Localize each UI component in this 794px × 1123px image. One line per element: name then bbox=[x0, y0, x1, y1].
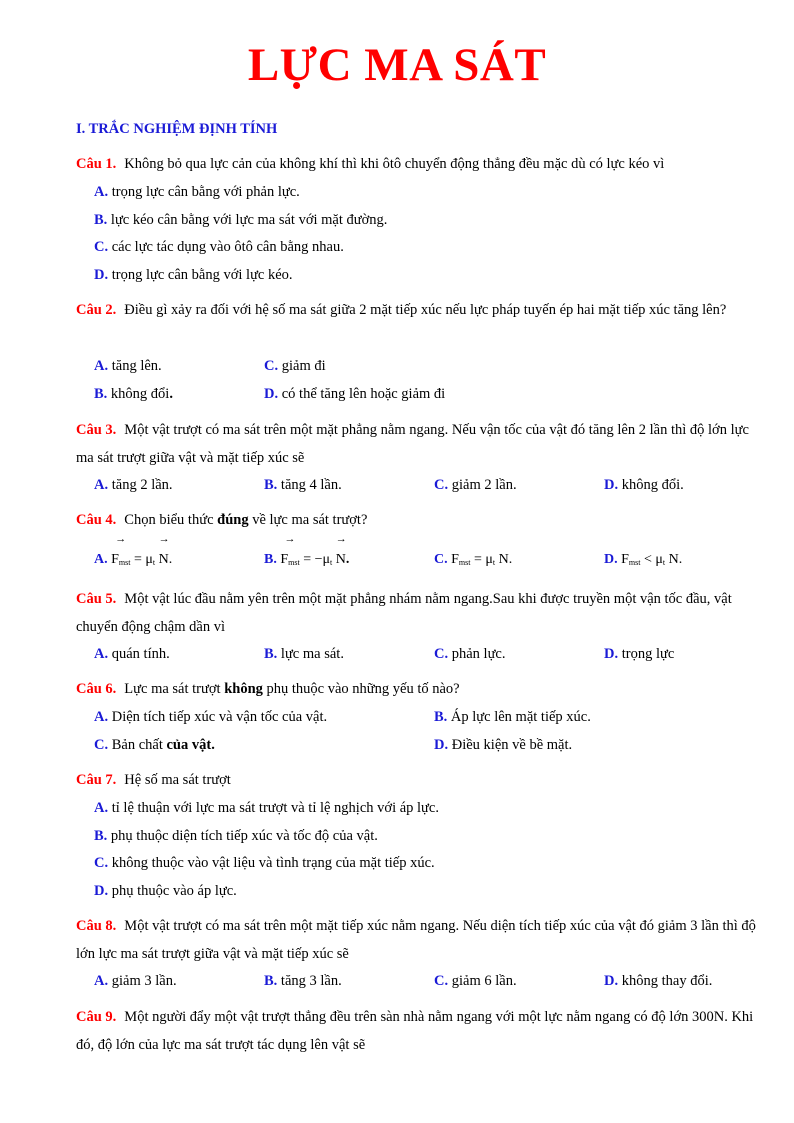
formula-n: N bbox=[498, 552, 509, 567]
question-emphasis: không bbox=[224, 681, 263, 697]
question-label: Câu 4. bbox=[76, 512, 117, 528]
formula-subscript: t bbox=[152, 558, 156, 567]
question-emphasis: đúng bbox=[217, 512, 249, 528]
option-letter: B. bbox=[94, 211, 108, 228]
question-8 bbox=[76, 913, 756, 968]
option-text: phụ thuộc diện tích tiếp xúc và tốc độ của vật. bbox=[110, 827, 378, 844]
option-row bbox=[94, 704, 756, 732]
question-7-options bbox=[94, 795, 756, 905]
question-8-options bbox=[94, 968, 756, 996]
option-letter: B. bbox=[434, 709, 448, 725]
option-c-formula bbox=[434, 546, 512, 577]
vector-f bbox=[280, 546, 299, 577]
formula-mu: μ bbox=[655, 552, 663, 567]
option-c bbox=[434, 641, 506, 669]
option-letter: B. bbox=[264, 646, 278, 662]
formula-operator: < bbox=[640, 552, 656, 567]
option-text: tăng 3 lần. bbox=[280, 973, 342, 989]
option-d bbox=[604, 641, 674, 669]
option-a bbox=[94, 179, 756, 207]
option-row bbox=[94, 968, 756, 996]
option-d bbox=[94, 878, 756, 906]
formula-operator: = bbox=[470, 552, 486, 567]
option-text: không đổi bbox=[110, 385, 170, 402]
option-row bbox=[94, 472, 756, 500]
option-b bbox=[94, 207, 756, 235]
option-text: lực ma sát. bbox=[280, 646, 344, 662]
option-text: Áp lực lên mặt tiếp xúc. bbox=[450, 709, 591, 725]
formula-end: . bbox=[168, 552, 173, 567]
question-text: Một vật trượt có ma sát trên một mặt tiếp xúc nằm ngang. Nếu diện tích tiếp xúc của vật đó giảm 3 lần thì độ lớn lực ma sát trượt giữa vật và mặt tiếp xúc sẽ bbox=[76, 918, 756, 962]
option-letter: A. bbox=[94, 973, 109, 989]
option-text: có thể tăng lên hoặc giảm đi bbox=[281, 385, 446, 402]
question-label: Câu 3. bbox=[76, 422, 117, 438]
option-text: giảm 6 lần. bbox=[451, 973, 517, 989]
option-row bbox=[94, 353, 756, 381]
option-letter: D. bbox=[94, 882, 109, 899]
formula-operator: = bbox=[130, 552, 146, 567]
formula-f: F bbox=[451, 552, 459, 567]
question-label: Câu 8. bbox=[76, 918, 117, 934]
option-c bbox=[434, 968, 517, 996]
option-letter: D. bbox=[604, 552, 618, 567]
question-5 bbox=[76, 586, 756, 641]
question-3-options bbox=[94, 472, 756, 500]
option-a bbox=[94, 353, 162, 381]
question-4-options bbox=[94, 546, 756, 574]
option-row bbox=[94, 546, 756, 574]
option-row bbox=[94, 381, 756, 409]
formula-subscript: mst bbox=[458, 558, 471, 567]
formula-end: . bbox=[678, 552, 683, 567]
option-a bbox=[94, 795, 756, 823]
option-text: phản lực. bbox=[451, 646, 506, 662]
option-text: Diện tích tiếp xúc và vận tốc của vật. bbox=[111, 709, 328, 725]
question-6 bbox=[76, 676, 756, 704]
option-text: tỉ lệ thuận với lực ma sát trượt và tỉ lệ nghịch với áp lực. bbox=[111, 800, 439, 816]
question-2-options bbox=[94, 353, 756, 408]
option-d bbox=[604, 968, 712, 996]
formula-subscript: t bbox=[662, 558, 666, 567]
option-letter: D. bbox=[264, 385, 279, 402]
question-3 bbox=[76, 417, 756, 472]
option-b bbox=[94, 823, 756, 851]
question-1 bbox=[76, 151, 756, 179]
option-letter: A. bbox=[94, 184, 109, 200]
formula-subscript: mst bbox=[288, 558, 300, 567]
option-letter: D. bbox=[434, 736, 449, 753]
option-letter: B. bbox=[94, 385, 108, 402]
question-text: Một vật trượt có ma sát trên một mặt phẳng nằm ngang. Nếu vận tốc của vật đó tăng lên 2 lần thì độ lớn lực ma sát trượt giữa vật và mặt tiếp xúc sẽ bbox=[76, 422, 749, 466]
option-d-formula bbox=[604, 546, 682, 577]
option-letter: C. bbox=[94, 736, 109, 753]
formula-subscript: t bbox=[492, 558, 496, 567]
formula-subscript: mst bbox=[118, 558, 131, 567]
question-text: Chọn biểu thức bbox=[124, 512, 218, 528]
option-letter: C. bbox=[434, 477, 449, 493]
question-4 bbox=[76, 507, 756, 535]
option-letter: B. bbox=[264, 973, 278, 989]
option-letter: D. bbox=[604, 973, 619, 989]
option-text: tăng 4 lần. bbox=[280, 477, 342, 493]
formula-mu: μ bbox=[322, 552, 331, 567]
option-text: trọng lực cân bằng với phản lực. bbox=[111, 184, 300, 200]
option-a bbox=[94, 641, 170, 669]
option-text: giảm 3 lần. bbox=[111, 973, 177, 989]
option-letter: C. bbox=[94, 855, 109, 871]
option-c bbox=[94, 234, 756, 262]
option-letter: A. bbox=[94, 552, 108, 567]
option-b bbox=[264, 641, 344, 669]
option-suffix: . bbox=[169, 385, 173, 402]
option-d bbox=[434, 732, 572, 760]
question-text: Hệ số ma sát trượt bbox=[124, 772, 231, 788]
formula-end: . bbox=[508, 552, 513, 567]
option-text: tăng lên. bbox=[111, 358, 162, 374]
option-letter: A. bbox=[94, 477, 109, 493]
option-text: quán tính. bbox=[111, 646, 170, 662]
formula-f: F bbox=[280, 552, 289, 567]
section-heading: I. TRẮC NGHIỆM ĐỊNH TÍNH bbox=[76, 121, 278, 137]
formula-n: N bbox=[668, 552, 679, 567]
formula-n: N bbox=[335, 552, 346, 567]
option-text: không thuộc vào vật liệu và tình trạng của mặt tiếp xúc. bbox=[111, 855, 435, 871]
option-text: lực kéo cân bằng với lực ma sát với mặt đường. bbox=[110, 211, 388, 228]
option-b bbox=[434, 704, 591, 732]
option-letter: A. bbox=[94, 709, 109, 725]
question-text: Điều gì xảy ra đối với hệ số ma sát giữa 2 mặt tiếp xúc nếu lực pháp tuyến ép hai mặt tiếp xúc tăng lên? bbox=[124, 302, 727, 318]
option-text: không thay đổi. bbox=[621, 973, 713, 989]
option-letter: A. bbox=[94, 800, 109, 816]
option-d bbox=[264, 381, 445, 409]
option-text: giảm đi bbox=[281, 358, 326, 374]
question-label: Câu 7. bbox=[76, 772, 117, 788]
option-a bbox=[94, 472, 173, 500]
option-letter: D. bbox=[604, 646, 619, 662]
option-b bbox=[264, 472, 342, 500]
option-row bbox=[94, 641, 756, 669]
question-9 bbox=[76, 1004, 756, 1059]
option-b bbox=[264, 968, 342, 996]
option-letter: C. bbox=[434, 552, 448, 567]
formula-operator: = − bbox=[299, 552, 323, 567]
question-7 bbox=[76, 767, 756, 795]
option-text: giảm 2 lần. bbox=[451, 477, 517, 493]
option-b-formula bbox=[264, 546, 349, 577]
question-text: Lực ma sát trượt bbox=[124, 681, 225, 697]
question-6-options bbox=[94, 704, 756, 759]
option-b bbox=[94, 381, 173, 409]
question-text: Một người đẩy một vật trượt thẳng đều trên sàn nhà nằm ngang với một lực nằm ngang có độ lớn 300N. Khi đó, độ lớn của lực ma sát trượt tác dụng lên vật sẽ bbox=[76, 1009, 754, 1053]
option-c bbox=[264, 353, 326, 381]
question-2 bbox=[76, 297, 756, 325]
option-letter: D. bbox=[604, 477, 619, 493]
option-text: Điều kiện về bề mặt. bbox=[451, 736, 573, 753]
question-label: Câu 6. bbox=[76, 681, 117, 697]
option-c bbox=[94, 850, 756, 878]
question-1-options bbox=[94, 179, 756, 289]
option-row bbox=[94, 732, 756, 760]
option-letter: C. bbox=[94, 239, 109, 255]
option-letter: B. bbox=[94, 827, 108, 844]
question-text: Một vật lúc đầu nằm yên trên một mặt phẳng nhám nằm ngang.Sau khi được truyền một vận tốc đầu, vật chuyển động chậm dần vì bbox=[76, 591, 732, 635]
option-text: trọng lực bbox=[621, 646, 675, 662]
formula-f: F bbox=[621, 552, 629, 567]
vector-f bbox=[111, 546, 130, 577]
question-text: Không bỏ qua lực cản của không khí thì khi ôtô chuyển động thẳng đều mặc dù có lực kéo vì bbox=[124, 156, 665, 172]
formula-mu: μ bbox=[145, 552, 153, 567]
question-text: phụ thuộc vào những yếu tố nào? bbox=[262, 681, 460, 697]
formula-subscript: t bbox=[330, 558, 333, 567]
option-letter: B. bbox=[264, 552, 277, 567]
option-text: các lực tác dụng vào ôtô cân bằng nhau. bbox=[111, 239, 344, 255]
vector-n bbox=[336, 546, 346, 574]
option-text: Bản chất bbox=[111, 736, 167, 753]
option-d bbox=[94, 262, 756, 290]
question-5-options bbox=[94, 641, 756, 669]
vector-n bbox=[159, 546, 169, 574]
option-c bbox=[94, 732, 215, 760]
formula-n: N bbox=[158, 552, 169, 567]
page-title: LỰC MA SÁT bbox=[247, 39, 547, 91]
option-text: không đổi. bbox=[621, 477, 684, 493]
option-letter: A. bbox=[94, 358, 109, 374]
formula-f: F bbox=[111, 552, 119, 567]
question-label: Câu 9. bbox=[76, 1009, 117, 1025]
option-letter: A. bbox=[94, 646, 109, 662]
option-letter: B. bbox=[264, 477, 278, 493]
formula-end: . bbox=[345, 552, 350, 567]
option-letter: D. bbox=[94, 266, 109, 283]
question-text: về lực ma sát trượt? bbox=[248, 512, 368, 528]
question-label: Câu 5. bbox=[76, 591, 117, 607]
option-letter: C. bbox=[264, 358, 279, 374]
formula-subscript: mst bbox=[628, 558, 641, 567]
option-c bbox=[434, 472, 517, 500]
question-label: Câu 1. bbox=[76, 156, 117, 172]
option-letter: C. bbox=[434, 646, 449, 662]
question-label: Câu 2. bbox=[76, 302, 117, 318]
option-emphasis: của vật. bbox=[166, 736, 215, 753]
option-a bbox=[94, 968, 177, 996]
option-a-formula bbox=[94, 546, 172, 577]
option-letter: C. bbox=[434, 973, 449, 989]
option-d bbox=[604, 472, 684, 500]
option-text: trọng lực cân bằng với lực kéo. bbox=[111, 266, 293, 283]
formula-mu: μ bbox=[485, 552, 493, 567]
option-a bbox=[94, 704, 327, 732]
option-text: tăng 2 lần. bbox=[111, 477, 173, 493]
option-text: phụ thuộc vào áp lực. bbox=[111, 882, 237, 899]
